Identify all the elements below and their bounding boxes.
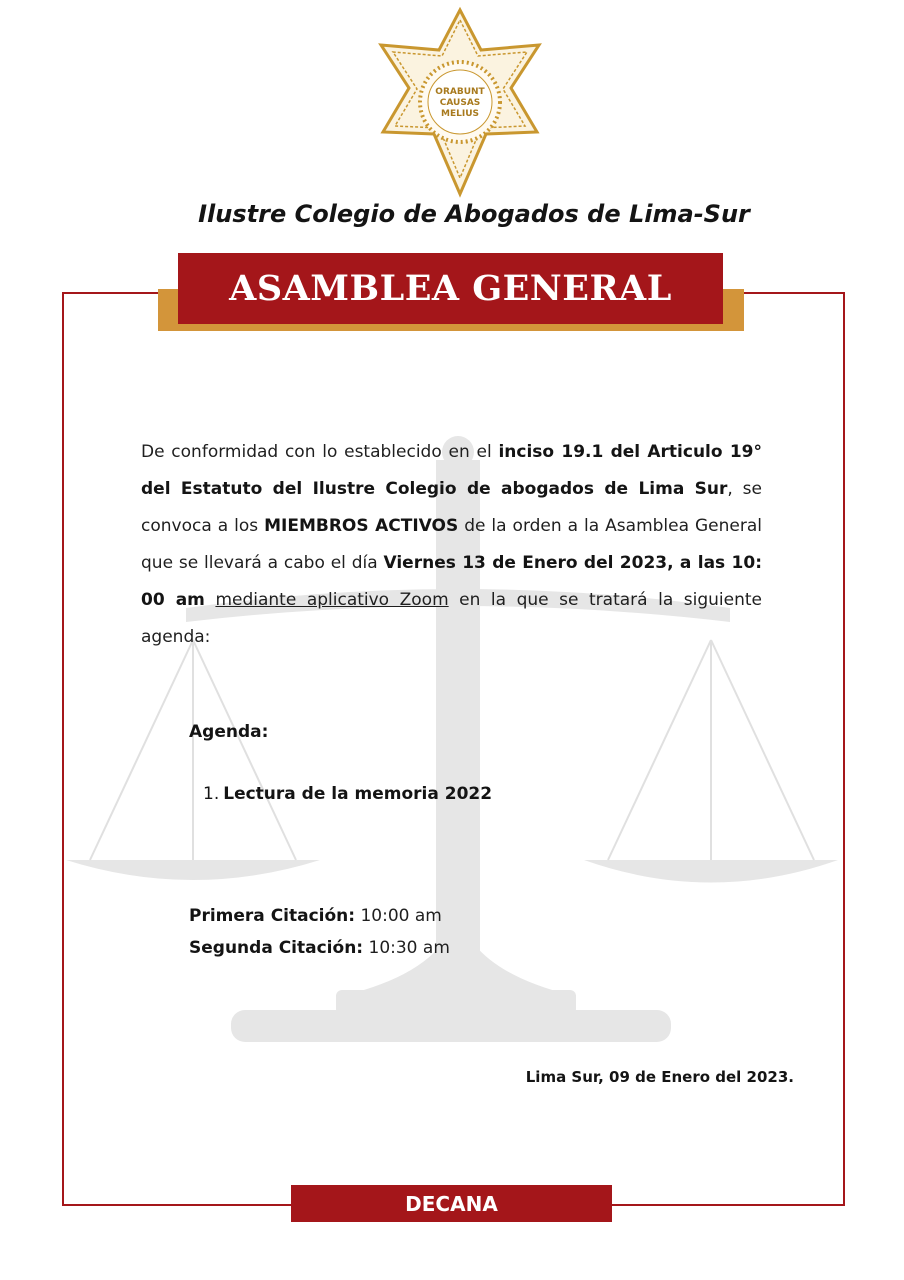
list-item xyxy=(203,784,492,804)
agenda-item-text: Lectura de la memoria 2022 xyxy=(223,784,493,804)
footer-banner xyxy=(291,1185,612,1222)
organization-name: Ilustre Colegio de Abogados de Lima-Sur xyxy=(198,200,750,228)
page-title: ASAMBLEA GENERAL xyxy=(229,268,672,309)
college-seal-icon xyxy=(353,6,567,198)
first-citation: Primera Citación: 10:00 am xyxy=(189,906,442,926)
agenda-heading: Agenda: xyxy=(189,722,269,742)
title-banner xyxy=(178,253,723,324)
agenda-item-number: 1. xyxy=(203,784,220,804)
convocation-paragraph: De conformidad con lo establecido en el inciso 19.1 del Articulo 19° del Estatuto del Ilustre Colegio de abogados de Lima Sur, se convoca a los MIEMBROS ACTIVOS de la orden a la Asamblea General que se llevará a cabo el día Viernes 13 de Enero del 2023, a las 10: 00 am mediante aplicativo Zoom en la que se tratará la siguiente agenda: xyxy=(141,442,763,647)
zoom-reference: mediante aplicativo Zoom xyxy=(215,590,449,610)
seal-motto: ORABUNT CAUSAS MELIUS xyxy=(435,87,485,119)
second-citation: Segunda Citación: 10:30 am xyxy=(189,938,450,958)
signatory-title: DECANA xyxy=(405,1191,498,1216)
date-line: Lima Sur, 09 de Enero del 2023. xyxy=(525,1068,794,1086)
